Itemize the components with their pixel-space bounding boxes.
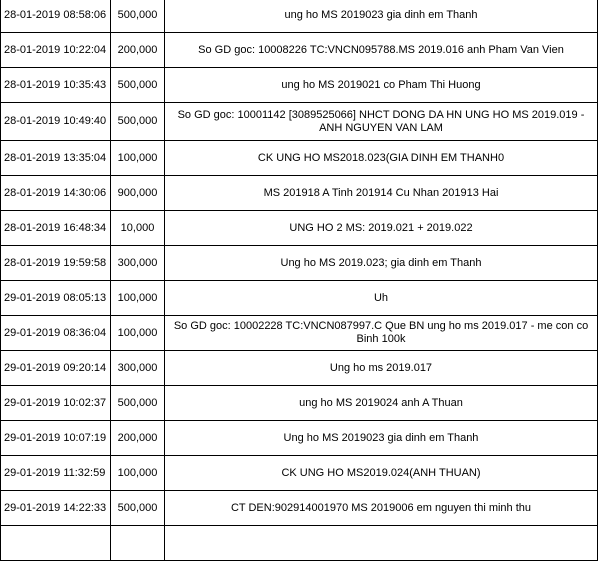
amount-cell: 500,000	[111, 491, 165, 526]
description-cell: So GD goc: 10002228 TC:VNCN087997.C Que BN ung ho ms 2019.017 - me con co Binh 100k	[165, 316, 598, 351]
description-cell: MS 201918 A Tinh 201914 Cu Nhan 201913 Hai	[165, 176, 598, 211]
amount-cell: 300,000	[111, 246, 165, 281]
description-cell: ung ho MS 2019021 co Pham Thi Huong	[165, 68, 598, 103]
date-cell: 29-01-2019 08:05:13	[1, 281, 111, 316]
amount-cell: 200,000	[111, 33, 165, 68]
amount-cell: 900,000	[111, 176, 165, 211]
date-cell: 28-01-2019 10:22:04	[1, 33, 111, 68]
amount-cell: 100,000	[111, 316, 165, 351]
table-row	[1, 491, 598, 526]
description-cell: Ung ho MS 2019.023; gia dinh em Thanh	[165, 246, 598, 281]
date-cell: 28-01-2019 08:58:06	[1, 0, 111, 33]
description-cell: CK UNG HO MS2019.024(ANH THUAN)	[165, 456, 598, 491]
date-cell	[1, 526, 111, 561]
description-cell	[165, 526, 598, 561]
table-row	[1, 0, 598, 33]
amount-cell: 500,000	[111, 68, 165, 103]
date-cell: 29-01-2019 11:32:59	[1, 456, 111, 491]
description-cell: Uh	[165, 281, 598, 316]
amount-cell: 500,000	[111, 0, 165, 33]
date-cell: 29-01-2019 10:02:37	[1, 386, 111, 421]
date-cell: 29-01-2019 10:07:19	[1, 421, 111, 456]
table-row	[1, 103, 598, 141]
description-cell: So GD goc: 10008226 TC:VNCN095788.MS 2019.016 anh Pham Van Vien	[165, 33, 598, 68]
table-row	[1, 316, 598, 351]
description-cell: Ung ho ms 2019.017	[165, 351, 598, 386]
date-cell: 28-01-2019 10:35:43	[1, 68, 111, 103]
table-row	[1, 33, 598, 68]
description-cell: So GD goc: 10001142 [3089525066] NHCT DONG DA HN UNG HO MS 2019.019 - ANH NGUYEN VAN LAM	[165, 103, 598, 141]
table-row	[1, 176, 598, 211]
table-row	[1, 456, 598, 491]
amount-cell: 10,000	[111, 211, 165, 246]
table-row	[1, 526, 598, 561]
amount-cell: 100,000	[111, 141, 165, 176]
date-cell: 29-01-2019 09:20:14	[1, 351, 111, 386]
date-cell: 28-01-2019 14:30:06	[1, 176, 111, 211]
table-row	[1, 68, 598, 103]
table-row	[1, 386, 598, 421]
date-cell: 28-01-2019 19:59:58	[1, 246, 111, 281]
date-cell: 29-01-2019 14:22:33	[1, 491, 111, 526]
table-row	[1, 246, 598, 281]
table-row	[1, 421, 598, 456]
date-cell: 28-01-2019 10:49:40	[1, 103, 111, 141]
amount-cell: 100,000	[111, 456, 165, 491]
date-cell: 29-01-2019 08:36:04	[1, 316, 111, 351]
description-cell: ung ho MS 2019024 anh A Thuan	[165, 386, 598, 421]
date-cell: 28-01-2019 16:48:34	[1, 211, 111, 246]
table-row	[1, 351, 598, 386]
description-cell: CK UNG HO MS2018.023(GIA DINH EM THANH0	[165, 141, 598, 176]
transactions-body	[1, 0, 598, 561]
amount-cell: 500,000	[111, 386, 165, 421]
date-cell: 28-01-2019 13:35:04	[1, 141, 111, 176]
amount-cell: 100,000	[111, 281, 165, 316]
description-cell: CT DEN:902914001970 MS 2019006 em nguyen thi minh thu	[165, 491, 598, 526]
amount-cell: 200,000	[111, 421, 165, 456]
amount-cell	[111, 526, 165, 561]
table-row	[1, 211, 598, 246]
description-cell: ung ho MS 2019023 gia dinh em Thanh	[165, 0, 598, 33]
amount-cell: 300,000	[111, 351, 165, 386]
description-cell: Ung ho MS 2019023 gia dinh em Thanh	[165, 421, 598, 456]
amount-cell: 500,000	[111, 103, 165, 141]
table-row	[1, 141, 598, 176]
table-row	[1, 281, 598, 316]
description-cell: UNG HO 2 MS: 2019.021 + 2019.022	[165, 211, 598, 246]
